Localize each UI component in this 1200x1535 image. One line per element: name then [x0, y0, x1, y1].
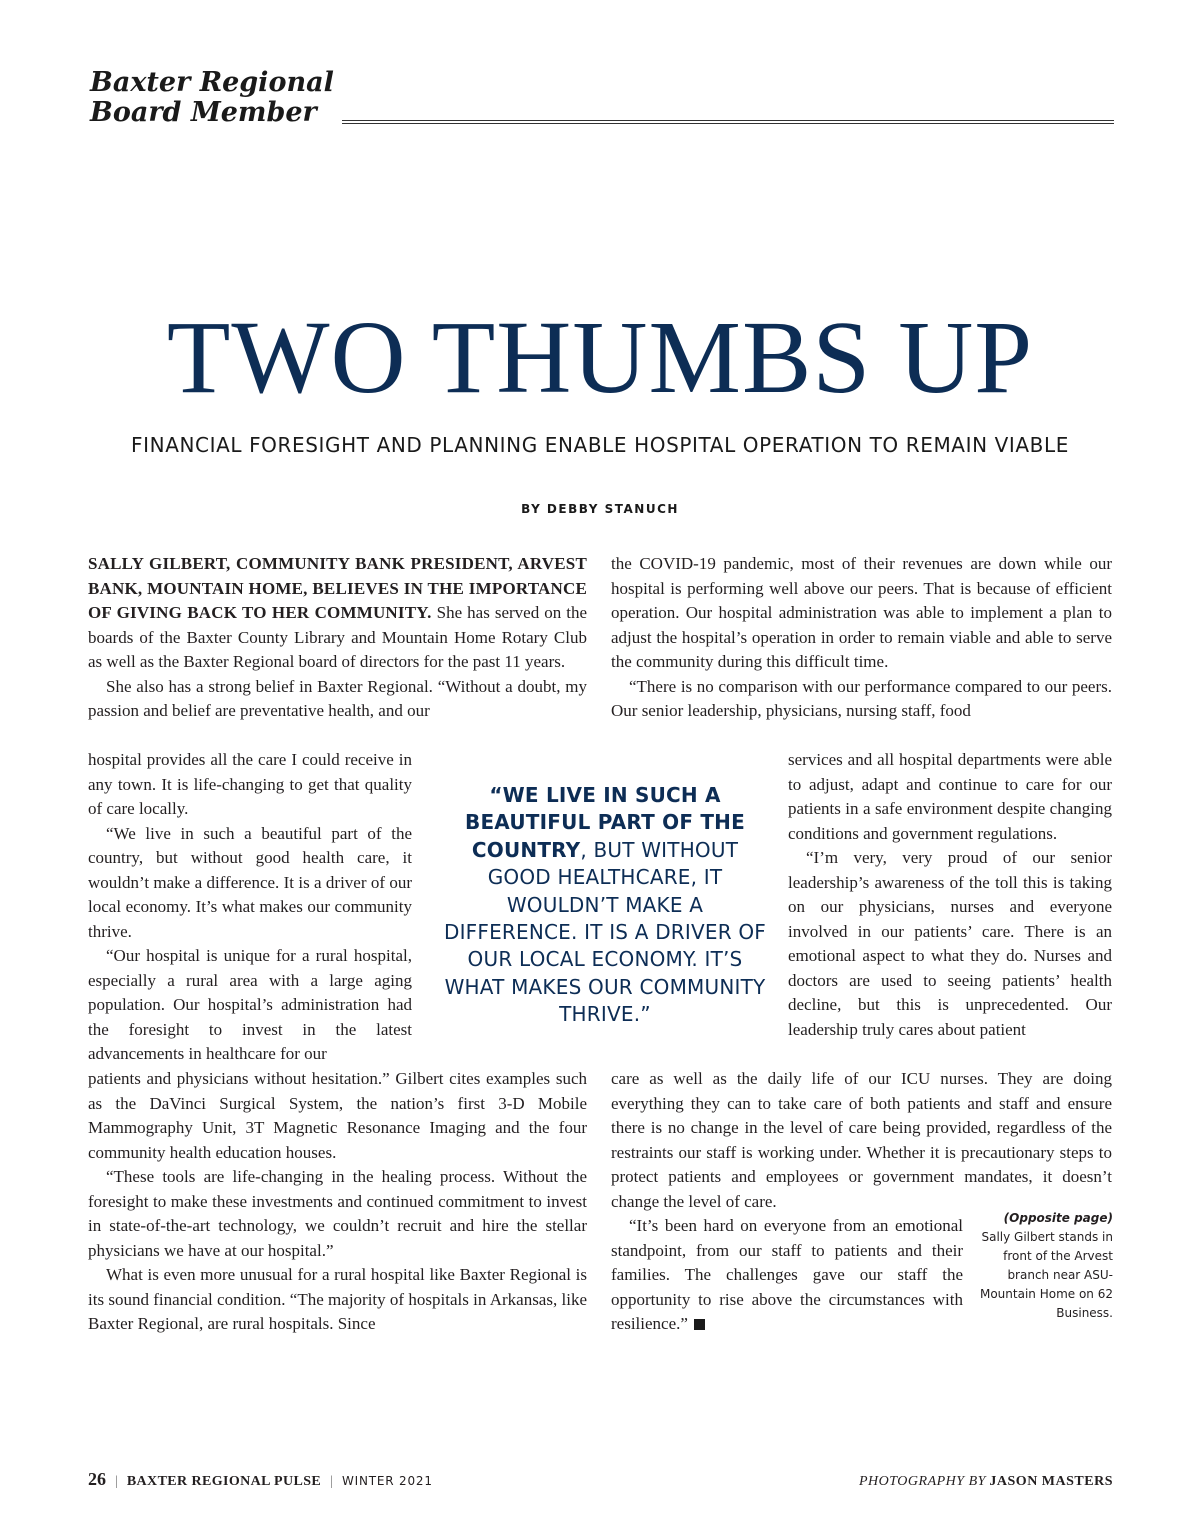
photo-caption [975, 1209, 1113, 1323]
intro-text: She has served on the boards of the Baxter County Library and Mountain Home Rotary Club as well as the Baxter Regional board of directors for the past 11 years. [88, 603, 587, 671]
caption-text: Sally Gilbert stands in front of the Arvest branch near ASU-Mountain Home on 62 Business. [979, 1230, 1113, 1320]
deck-subtitle: FINANCIAL FORESIGHT AND PLANNING ENABLE HOSPITAL OPERATION TO REMAIN VIABLE [131, 433, 1069, 457]
article-column-left-narrow [88, 748, 412, 1067]
paragraph: “I’m very, very proud of our senior leadership’s awareness of the toll this is taking on our physicians, nurses and everyone involved in our patients’ care. There is an emotional aspect to what they do. Nurses and doctors are used to seeing patients’ health decline, but this is unprecedented. Our leadership truly cares about patient [788, 848, 1112, 1039]
paragraph: “These tools are life-changing in the healing process. Without the foresight to make these investments and continued commitment to invest in state-of-the-art technology, we couldn’t recruit and hire the stellar physicians we have at our hospital.” [88, 1167, 587, 1260]
end-mark-square-icon [694, 1319, 705, 1330]
paragraph: care as well as the daily life of our ICU nurses. They are doing everything they can to take care of both patients and staff and ensure there is no change in the level of care being provided, regardless of the restraints our staff is working under. Whether it is precautionary steps to protect patients and employees or government mandates, it doesn’t change the level of care. [611, 1069, 1112, 1211]
paragraph: “We live in such a beautiful part of the country, but without good health care, it wouldn’t make a difference. It is a driver of our local economy. It’s what makes our community thrive. [88, 823, 412, 941]
paragraph: She also has a strong belief in Baxter Regional. “Without a doubt, my passion and belief are preventative health, and our [88, 676, 587, 720]
footer-separator: | [115, 1474, 118, 1489]
article-column-right-end [611, 1214, 963, 1337]
publication-name: BAXTER REGIONAL PULSE [126, 1474, 322, 1489]
article-column-right-bottom [611, 1067, 1112, 1214]
pull-quote-bold: “WE LIVE IN SUCH A BEAUTIFUL PART OF THE COUNTRY [465, 783, 745, 862]
paragraph-final [611, 1214, 963, 1337]
paragraph: hospital provides all the care I could receive in any town. It is life-changing to get that quality of care locally. [88, 750, 412, 818]
kicker-text [90, 68, 334, 128]
paragraph: services and all hospital departments were able to adjust, adapt and continue to care for our patients in a safe environment despite changing conditions and government regulations. [788, 750, 1112, 843]
section-kicker [90, 68, 1114, 128]
caption-heading: (Opposite page) [1003, 1211, 1113, 1225]
photographer-name: JASON MASTERS [989, 1474, 1113, 1489]
pull-quote [440, 782, 770, 1029]
page-number: 26 [88, 1469, 106, 1489]
article-column-right-top [611, 552, 1112, 724]
lead-in: SALLY GILBERT, COMMUNITY BANK PRESIDENT, ARVEST BANK, MOUNTAIN HOME, BELIEVES IN THE IMPORTANCE OF GIVING BACK TO HER COMMUNITY. [88, 554, 587, 622]
kicker-line-1: Baxter Regional [90, 67, 334, 98]
pull-quote-rest: , BUT WITHOUT GOOD HEALTHCARE, IT WOULDN’T MAKE A DIFFERENCE. IT IS A DRIVER OF OUR LOCAL ECONOMY. IT’S WHAT MAKES OUR COMMUNITY THRIVE.” [443, 837, 767, 1027]
byline: BY DEBBY STANUCH [521, 502, 679, 516]
photo-credit-label: PHOTOGRAPHY BY [858, 1474, 986, 1489]
paragraph: What is even more unusual for a rural hospital like Baxter Regional is its sound financial condition. “The majority of hospitals in Arkansas, like Baxter Regional, are rural hospitals. Since [88, 1265, 587, 1333]
kicker-line-2: Board Member [90, 97, 317, 128]
photo-credit [859, 1474, 1113, 1490]
footer-separator: | [330, 1474, 333, 1489]
kicker-double-rule [342, 120, 1114, 124]
headline: TWO THUMBS UP [166, 300, 1034, 415]
footer-left [88, 1469, 433, 1490]
final-text: “It’s been hard on everyone from an emotional standpoint, from our staff to patients and their families. The challenges gave our staff the opportunity to rise above the circumstances with resilience.” [611, 1216, 963, 1333]
page-footer [88, 1469, 1113, 1490]
paragraph: “Our hospital is unique for a rural hospital, especially a rural area with a large aging population. Our hospital’s administration had the foresight to invest in the latest advancements in healthcare for our [88, 946, 412, 1063]
paragraph: “There is no comparison with our performance compared to our peers. Our senior leadership, physicians, nursing staff, food [611, 676, 1112, 720]
article-column-left-bottom [88, 1067, 587, 1337]
paragraph: the COVID-19 pandemic, most of their revenues are down while our hospital is performing well above our peers. That is because of efficient operation. Our hospital administration was able to implement a plan to adjust the hospital’s operation in order to remain viable and able to serve the community during this difficult time. [611, 554, 1112, 671]
article-column-right-narrow [788, 748, 1112, 1042]
issue-date: WINTER 2021 [341, 1474, 433, 1488]
article-column-left-top [88, 552, 587, 724]
paragraph: patients and physicians without hesitation.” Gilbert cites examples such as the DaVinci Surgical System, the nation’s first 3-D Mobile Mammography Unit, 3T Magnetic Resonance Imaging and the four community health education houses. [88, 1069, 587, 1162]
paragraph-intro [88, 552, 587, 675]
